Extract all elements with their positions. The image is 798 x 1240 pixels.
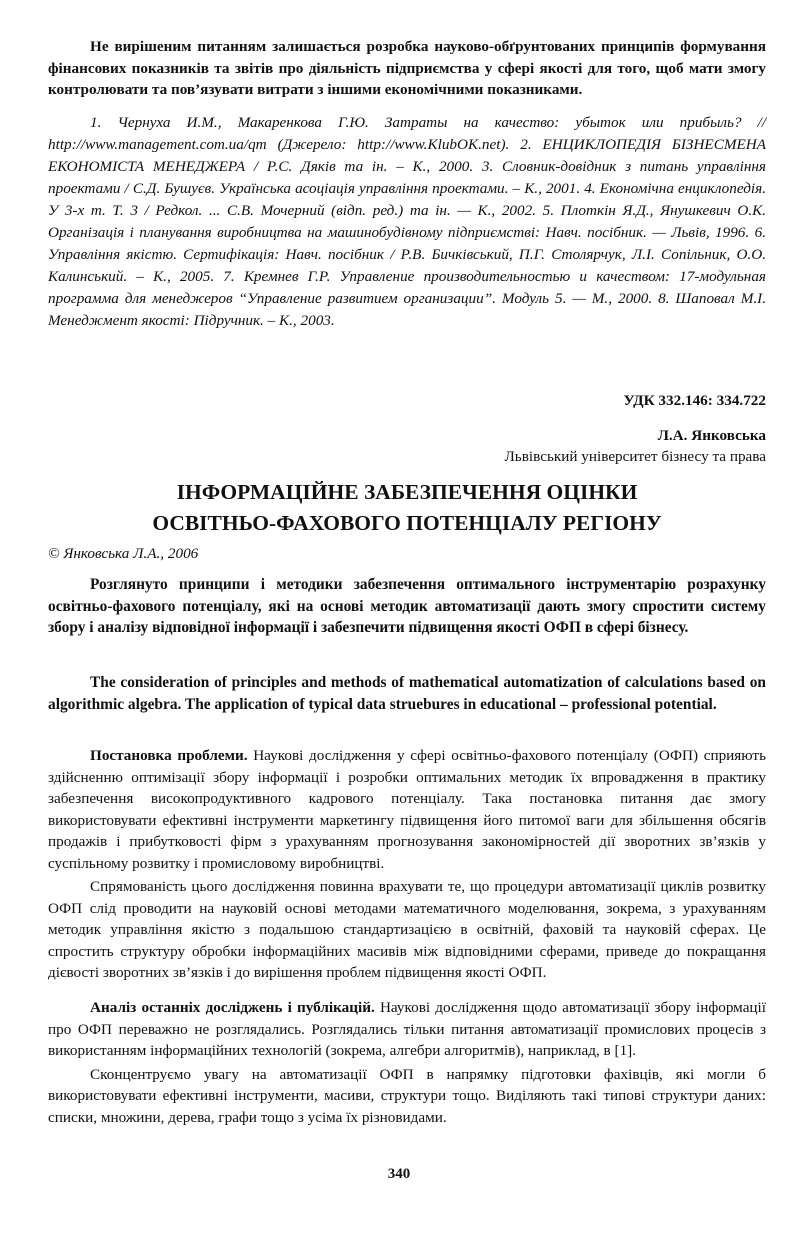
- references-text: 1. Чернуха И.М., Макаренкова Г.Ю. Затраты на качество: убыток или прибыль? // http://www.management.com.ua/qm (Джерело: http://www.KlubOK.net). 2. ЕНЦИКЛОПЕДІЯ БІЗНЕСМЕНА ЕКОНОМІСТА МЕНЕДЖЕРА / Р.С. Дяків та ін. – К., 2000. 3. Словник-довідник з питань управління проектами / С.Д. Бушуєв. Українська асоціація управління проектами. – К., 2001. 4. Економічна енциклопедія. У 3-х т. Т. 3 / Редкол. ... С.В. Мочерний (відп. ред.) та ін. — К., 2002. 5. Плоткін Я.Д., Янушкевич О.К. Організація і планування виробництва на машинобудівному підприємстві: Навч. посібник. — Львів, 1996. 6. Управління якістю. Сертифікація: Навч. посібник / Р.В. Бичківський, П.Г. Столярчук, Л.І. Сопільник, О.О. Калинський. – К., 2005. 7. Кремнев Г.Р. Управление производительностью и качеством: 17-модульная программа для менеджеров “Управление развитием организации”. Модуль 5. — М., 2000. 8. Шаповал М.І. Менеджмент якості: Підручник. – К., 2003.: [48, 114, 766, 329]
- page-number: 340: [387, 1166, 411, 1182]
- section2-heading: Аналіз останніх досліджень і публікацій.: [90, 999, 375, 1016]
- abstract-ua-text: Розглянуто принципи і методики забезпечення оптимального інструментарію розрахунку освітньо-фахового потенціалу, які на основі методик автоматизації дають змогу спростити систему збору і аналізу відповідної інформації і забезпечити підвищення якості ОФП в сфері бізнесу.: [48, 576, 766, 636]
- abstract-en-text: The consideration of principles and methods of mathematical automatization of calculations based on algorithmic algebra. The application of typical data struebures in educational – professional potential.: [48, 674, 766, 713]
- section1-p1: Наукові дослідження у сфері освітньо-фахового потенціалу (ОФП) сприяють здійсненню оптимізації збору інформації і розробки оптимальних методик їх впровадження в практику забезпечення високопродуктивного кадрового потенціалу. Така постановка питання дає змогу використовувати ефективні інструменти маркетингу підвищення його питомої ваги для збільшення обсягів продажів і прибутковості фірм з урахуванням прогнозування закономірностей дії зворотних зв’язків у суспільному розвитку і промисловому виробництві.: [48, 747, 766, 872]
- intro-text: Не вирішеним питанням залишається розробка науково-обґрунтованих принципів формування фінансових показників та звітів про діяльність підприємства у сфері якості для того, щоб мати змогу контролювати та пов’язувати витрати з іншими економічними показниками.: [48, 38, 766, 98]
- section1-p2: Спрямованість цього дослідження повинна врахувати те, що процедури автоматизації циклів розвитку ОФП слід проводити на науковій основі методами математичного моделювання, зокрема, з урахуванням методик управління якістю з подальшою стандартизацією в освітній, фаховій та науковій сферах. Це спростить структуру обробки інформаційних масивів між відповідними сферами, приведе до покращання дієвості зворотних зв’язків і до вирішення проблем підвищення якості ОФП.: [48, 878, 766, 981]
- article-title-line1: ІНФОРМАЦІЙНЕ ЗАБЕЗПЕЧЕННЯ ОЦІНКИ: [176, 480, 638, 504]
- section2-p1: Наукові дослідження щодо автоматизації збору інформації про ОФП переважно не розглядались. Розглядались тільки питання автоматизації промислових процесів з використанням інформаційних технологій (зокрема, алгебри алгоритмів), наприклад, в [1].: [48, 999, 766, 1059]
- section-problem: [48, 745, 766, 984]
- author: Л.А. Янковська: [657, 427, 766, 444]
- section2-p2: Сконцентруємо увагу на автоматизації ОФП в напрямку підготовки фахівців, які могли б використовувати ефективні інструменти, масиви, структури тощо. Виділяють такі типові структури даних: списки, множини, дерева, графи тощо з усіма їх різновидами.: [48, 1065, 766, 1126]
- abstract-en: [48, 672, 766, 715]
- references: [48, 112, 766, 332]
- section-analysis: [48, 997, 766, 1128]
- intro-paragraph: [48, 36, 766, 101]
- copyright: © Янковська Л.А., 2006: [48, 545, 199, 562]
- udk: УДК 332.146: 334.722: [623, 392, 766, 409]
- article-title-line2: ОСВІТНЬО-ФАХОВОГО ПОТЕНЦІАЛУ РЕГІОНУ: [152, 511, 662, 535]
- abstract-ua: [48, 574, 766, 639]
- affiliation: Львівський університет бізнесу та права: [504, 448, 766, 465]
- section1-heading: Постановка проблеми.: [90, 747, 248, 764]
